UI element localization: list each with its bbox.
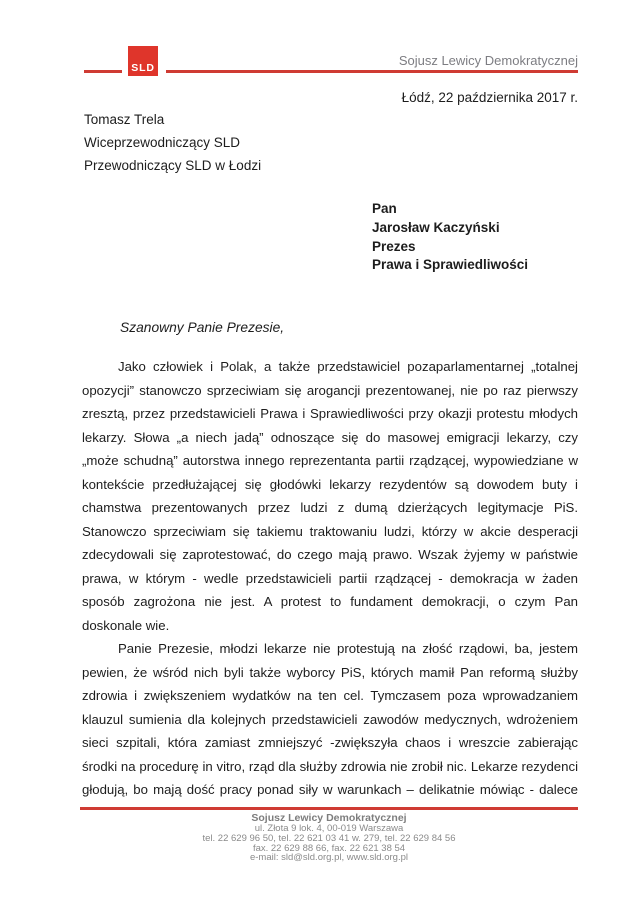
sender-block bbox=[84, 108, 261, 177]
recipient-party: Prawa i Sprawiedliwości bbox=[372, 257, 529, 273]
date-line: Łódź, 22 października 2017 r. bbox=[401, 90, 578, 105]
sld-logo-text: SLD bbox=[131, 62, 155, 74]
footer-rule bbox=[80, 807, 578, 810]
letter-body bbox=[82, 355, 578, 802]
footer-address: ul. Złota 9 lok. 4, 00-019 Warszawa bbox=[254, 823, 404, 834]
salutation: Szanowny Panie Prezesie, bbox=[120, 320, 285, 335]
footer-email-web: e-mail: sld@sld.org.pl, www.sld.org.pl bbox=[249, 852, 408, 864]
sender-name: Tomasz Trela bbox=[84, 112, 165, 127]
footer-faxes: fax. 22 629 88 66, fax. 22 621 38 54 bbox=[252, 842, 406, 854]
header-rule-right bbox=[166, 70, 578, 73]
header-org-name: Sojusz Lewicy Demokratycznej bbox=[398, 53, 578, 68]
sender-role-2: Przewodniczący SLD w Łodzi bbox=[84, 158, 262, 173]
body-paragraph-1: Jako człowiek i Polak, a także przedstawiciel pozaparlamentarnej „totalnej opozycji” stanowczo sprzeciwiam się arogancji prezentowanej, nie po raz pierwszy zresztą, przez przedstawicieli Prawa i Sprawiedliwości przy okazji protestu młodych lekarzy. Słowa „a niech jadą” odnoszące się do masowej emigracji lekarzy, czy „może schudną” autorstwa innego reprezentanta partii rządzącej, wypowiedziane w kontekście przedłużającej się głodówki lekarzy rezydentów są dowodem buty i chamstwa prezentowanych przez ludzi z dumą dzierżących legitymacje PiS. Stanowczo sprzeciwiam się takiemu traktowaniu ludzi, którzy w akcie desperacji zdecydowali się zaprotestować, do czego mają prawo. Wszak żyjemy w państwie prawa, w którym - wedle przedstawicieli partii rządzącej - demokracja w żaden sposób zagrożona nie jest. A protest to fundament demokracji, o czym Pan doskonale wie. bbox=[82, 359, 578, 633]
footer-block bbox=[80, 812, 578, 863]
body-paragraph-2: Panie Prezesie, młodzi lekarze nie protestują na złość rządowi, ba, jestem pewien, że wśród nich byli także wyborcy PiS, których mamił Pan reformą służby zdrowia i zwiększeniem wydatków na ten cel. Tymczasem poza wprowadzaniem klauzul sumienia dla kolejnych przedstawicieli zawodów medycznych, wdrożeniem sieci szpitali, która zamiast zmniejszyć -zwiększyła chaos i wreszcie zabierając środki na procedurę in vitro, rząd dla służby zdrowia nie zrobił nic. Lekarze rezydenci głodują, bo mają dość pracy ponad siły w warunkach – delikatnie mówiąc - dalece bbox=[82, 641, 578, 797]
recipient-title: Prezes bbox=[372, 238, 416, 254]
sld-logo bbox=[128, 46, 158, 76]
footer-org-name: Sojusz Lewicy Demokratycznej bbox=[251, 812, 407, 824]
recipient-name: Jarosław Kaczyński bbox=[372, 219, 500, 235]
recipient-honorific: Pan bbox=[372, 201, 397, 216]
footer-phones: tel. 22 629 96 50, tel. 22 621 03 41 w. 279, tel. 22 629 84 56 bbox=[202, 832, 456, 844]
recipient-block bbox=[372, 200, 528, 275]
header-rule-left bbox=[84, 70, 122, 73]
sender-role-1: Wiceprzewodniczący SLD bbox=[84, 135, 241, 150]
